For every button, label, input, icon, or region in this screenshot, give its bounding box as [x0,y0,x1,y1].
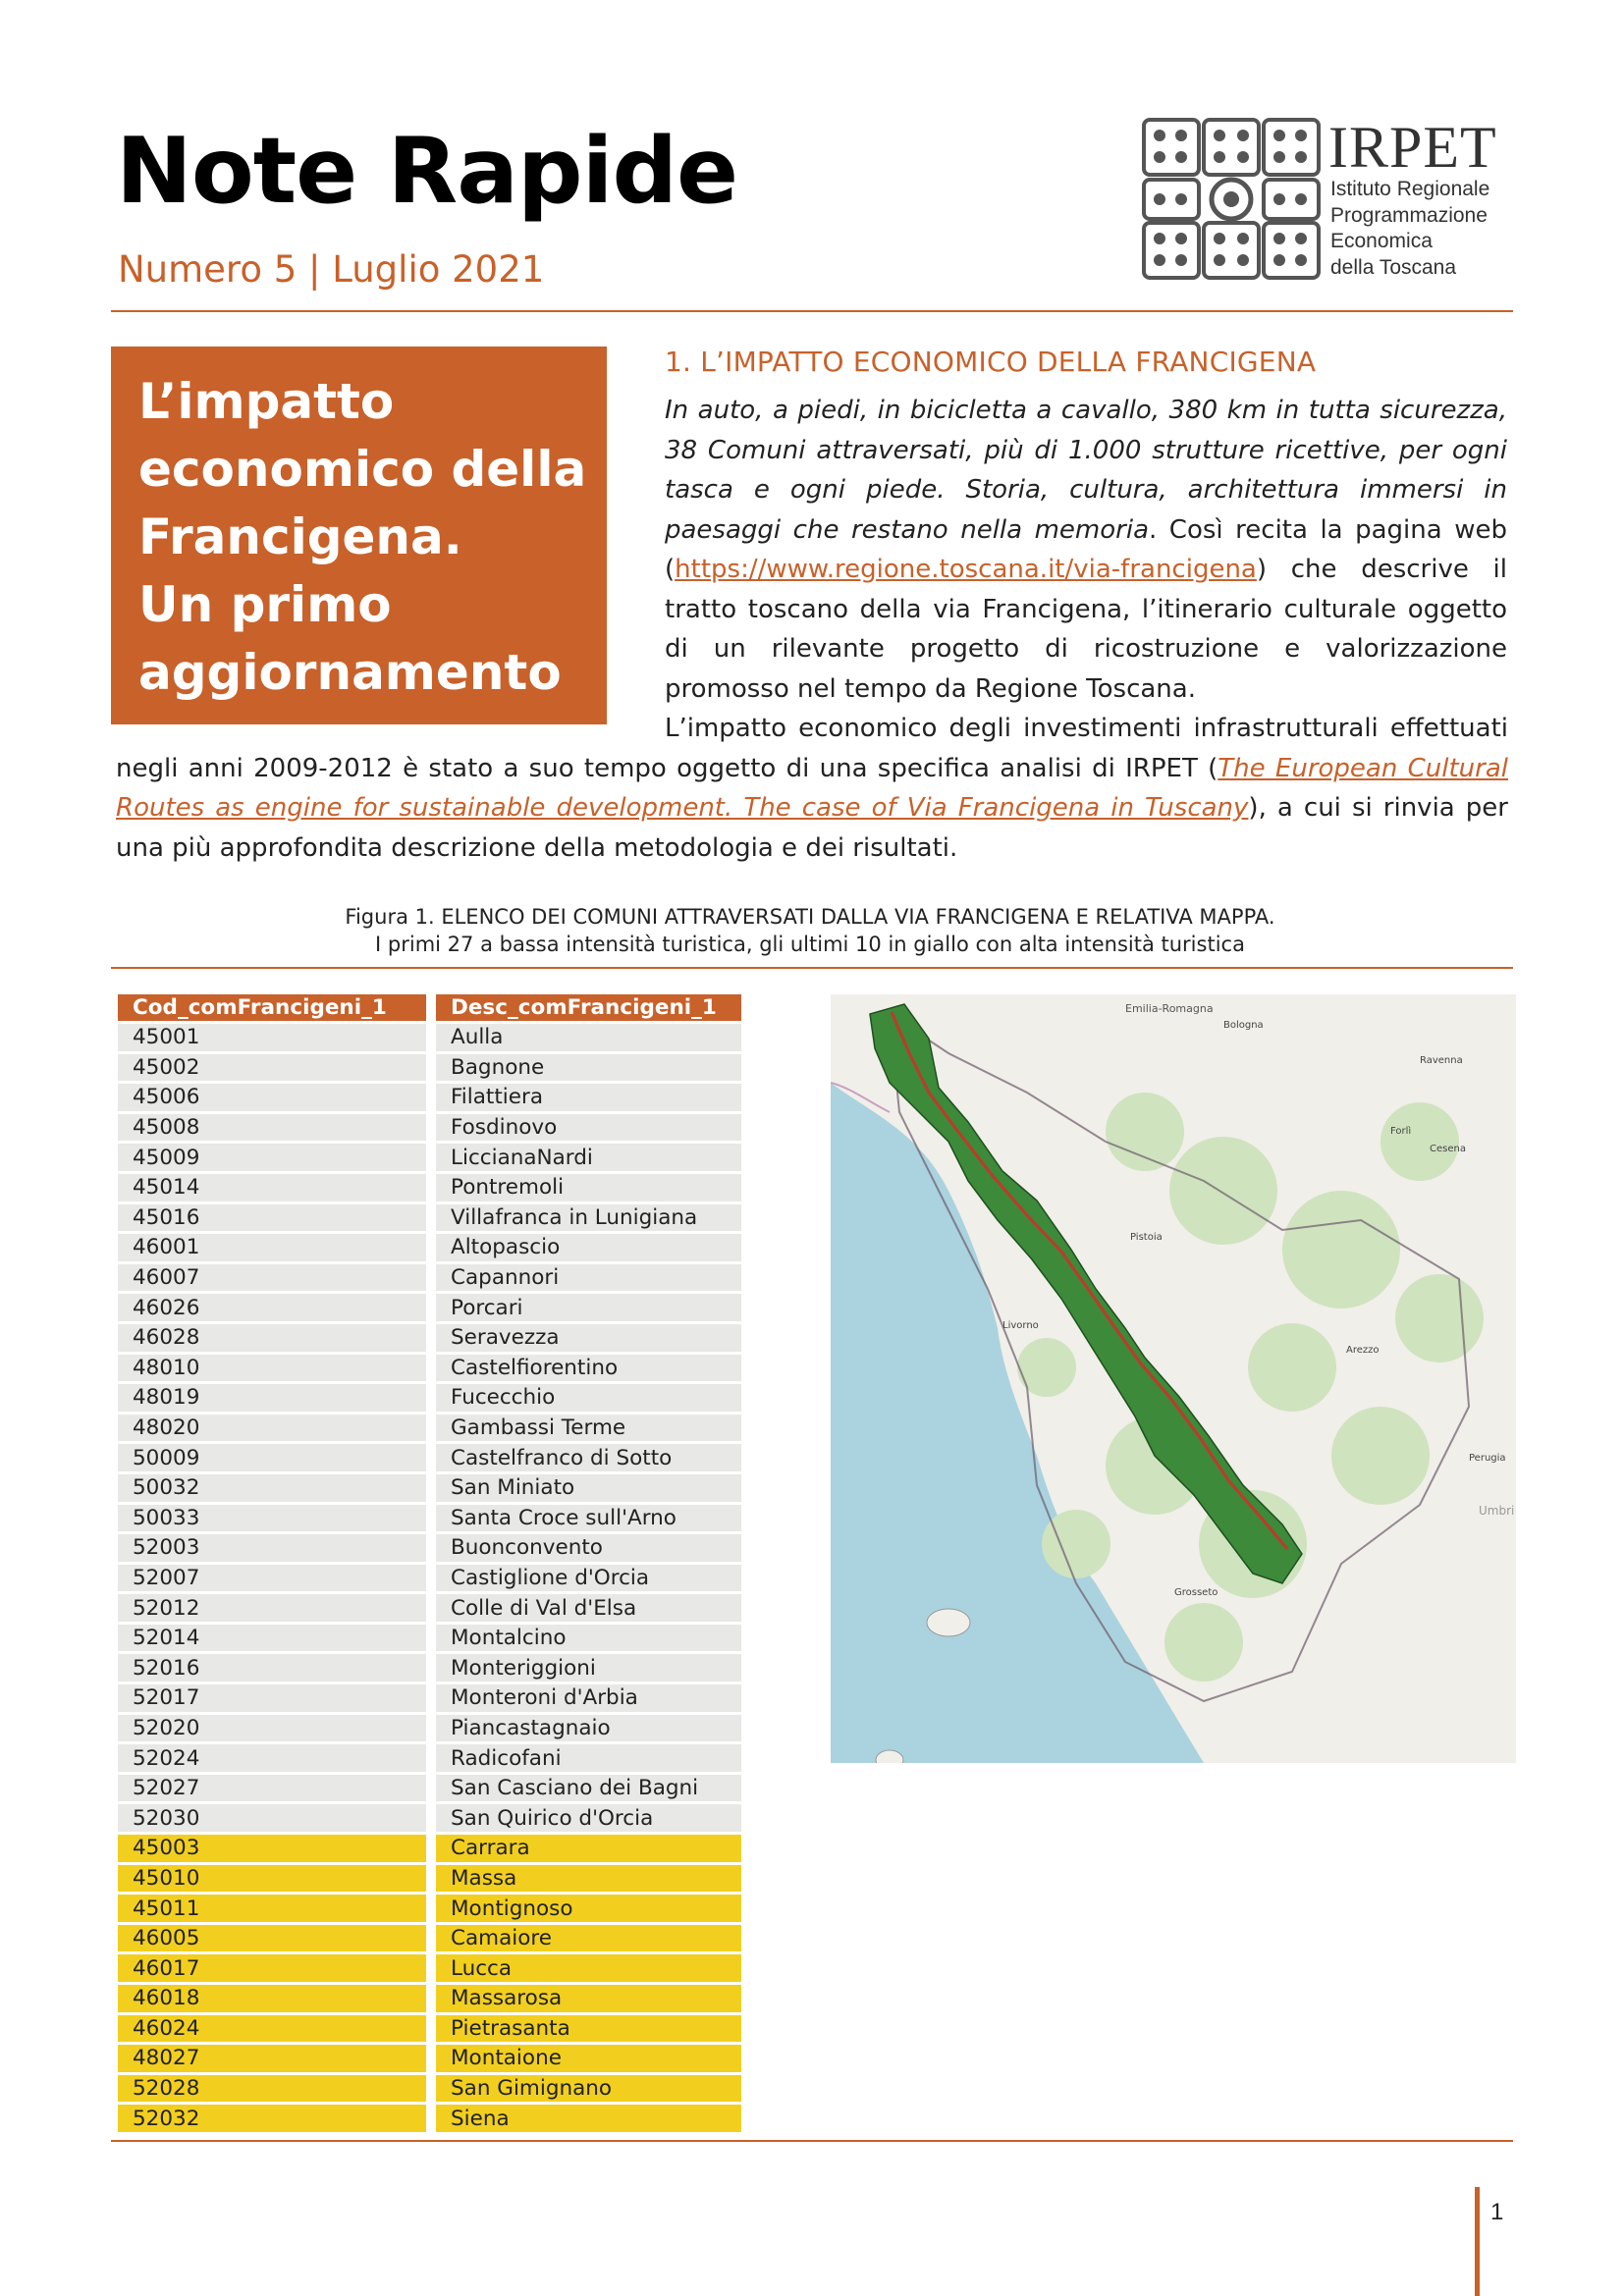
table-row-highlighted [118,1835,741,1862]
footer-divider [111,2140,1513,2142]
table-row [118,1565,741,1592]
comune-name: Siena [436,2105,741,2132]
column-gap [426,1204,436,1232]
map-label: Pistoia [1130,1232,1163,1243]
francigena-map [831,994,1516,1763]
comune-name: Capannori [436,1264,741,1292]
comune-name: Carrara [436,1835,741,1862]
column-gap [426,1534,436,1562]
comune-name: Gambassi Terme [436,1415,741,1442]
table-row-highlighted [118,1954,741,1982]
map-label: Arezzo [1346,1345,1380,1356]
table-row [118,1234,741,1261]
table-body [118,1024,741,2132]
comune-name: Camaiore [436,1925,741,1952]
title-box [111,347,607,724]
table-row [118,1084,741,1111]
column-gap [426,1865,436,1893]
table-row [118,1355,741,1382]
table-row [118,1684,741,1712]
comune-name: Aulla [436,1024,741,1051]
column-gap [426,1715,436,1742]
comune-code: 46024 [118,2015,426,2043]
comune-name: San Gimignano [436,2075,741,2103]
issue-subtitle: Numero 5 | Luglio 2021 [118,248,545,291]
comune-code: 48027 [118,2045,426,2072]
map-label: Perugia [1469,1453,1506,1464]
column-gap [426,1565,436,1592]
table-row [118,1264,741,1292]
page-number-bar [1475,2187,1480,2296]
table-row [118,1204,741,1232]
comune-code: 46018 [118,1985,426,2012]
map-label: Cesena [1430,1144,1466,1154]
map-label: Grosseto [1174,1587,1218,1598]
comune-name: Lucca [436,1954,741,1982]
column-gap [426,1324,436,1352]
logo-subtitle [1330,177,1489,281]
column-gap [426,2015,436,2043]
map-label: Ravenna [1420,1055,1463,1066]
table-row [118,1444,741,1471]
comune-code: 52016 [118,1654,426,1682]
comune-name: Santa Croce sull'Arno [436,1505,741,1532]
study-link-text: The European Cultural Routes as engine for sustainable development. The case of Via Francigena in Tuscany [116,753,1509,823]
comune-code: 52030 [118,1804,426,1832]
comune-code: 45003 [118,1835,426,1862]
table-row-highlighted [118,1865,741,1893]
logo-line: Istituto Regionale [1330,178,1490,200]
comune-name: Bagnone [436,1054,741,1082]
comune-name: Montalcino [436,1625,741,1652]
map-label: Bologna [1223,1020,1264,1031]
table-row-highlighted [118,2015,741,2043]
table-row-highlighted [118,2075,741,2103]
table-row-highlighted [118,1895,741,1922]
column-gap [426,1684,436,1712]
column-gap [426,1444,436,1471]
comune-name: San Quirico d'Orcia [436,1804,741,1832]
column-gap [426,1174,436,1201]
comune-code: 45008 [118,1114,426,1142]
comune-name: LiccianaNardi [436,1144,741,1171]
map-label: Umbri [1479,1504,1515,1518]
column-gap [426,2075,436,2103]
figure-caption [118,903,1502,958]
comune-code: 45009 [118,1144,426,1171]
comune-name: Seravezza [436,1324,741,1352]
table-row [118,1505,741,1532]
comune-name: Massarosa [436,1985,741,2012]
body-paragraph [116,709,1508,868]
comune-code: 45011 [118,1895,426,1922]
title-line: L’impatto [138,373,395,430]
regione-link[interactable]: https://www.regione.toscana.it/via-francigena [675,555,1257,584]
comune-name: Castelfranco di Sotto [436,1444,741,1471]
comune-code: 48019 [118,1384,426,1412]
comune-name: Colle di Val d'Elsa [436,1594,741,1622]
column-gap [426,2105,436,2132]
table-row-highlighted [118,2105,741,2132]
comune-code: 52003 [118,1534,426,1562]
column-gap [426,1804,436,1832]
comune-name: Villafranca in Lunigiana [436,1204,741,1232]
logo-wordmark: IRPET [1328,115,1497,180]
comune-code: 52032 [118,2105,426,2132]
comune-name: Massa [436,1865,741,1893]
column-gap [426,1895,436,1922]
comune-name: Montignoso [436,1895,741,1922]
header-divider [111,310,1513,312]
table-row [118,1144,741,1171]
comune-name: San Casciano dei Bagni [436,1775,741,1802]
comune-code: 45002 [118,1054,426,1082]
table-row [118,1654,741,1682]
table-row [118,1174,741,1201]
table-row [118,1625,741,1652]
comune-name: Piancastagnaio [436,1715,741,1742]
logo-line: della Toscana [1330,255,1457,279]
publication-title: Note Rapide [116,118,738,224]
map-label: Emilia-Romagna [1125,1002,1214,1015]
comune-code: 45001 [118,1024,426,1051]
column-gap [426,1264,436,1292]
comune-code: 50032 [118,1474,426,1502]
column-gap [426,1355,436,1382]
table-row-highlighted [118,1925,741,1952]
paragraph-text: ) che descrive il tratto toscano della via Francigena, l’itinerario culturale oggetto di un rilevante progetto di ricostruzione e valorizzazione promosso nel tempo da Regione Toscana. [665,555,1507,704]
comune-code: 46007 [118,1264,426,1292]
column-header: Cod_comFrancigeni_1 [118,994,426,1021]
table-row [118,1534,741,1562]
paragraph-text: . Così recita la pagina web ( [665,514,1507,584]
caption-line: Figura 1. ELENCO DEI COMUNI ATTRAVERSATI DALLA VIA FRANCIGENA E RELATIVA MAPPA. [345,905,1275,929]
table-row-highlighted [118,2045,741,2072]
comune-code: 46017 [118,1954,426,1982]
quote-text: In auto, a piedi, in bicicletta a cavallo, 380 km in tutta sicurezza, 38 Comuni attraversati, più di 1.000 strutture ricettive, per ogni tasca e ogni piede. Storia, cultura, architettura immersi in paesaggi che restano nella memoria [665,396,1507,545]
comune-code: 45016 [118,1204,426,1232]
island-elba [927,1609,970,1636]
comune-code: 46005 [118,1925,426,1952]
column-gap [426,1144,436,1171]
comune-code: 46026 [118,1294,426,1321]
column-gap [426,1024,436,1051]
logo-line: Economica [1330,230,1433,252]
comune-code: 52017 [118,1684,426,1712]
table-row [118,1024,741,1051]
column-gap [426,1114,436,1142]
comune-code: 52012 [118,1594,426,1622]
column-gap [426,1505,436,1532]
comune-name: Monteroni d'Arbia [436,1684,741,1712]
column-gap [426,1234,436,1261]
comune-name: Fucecchio [436,1384,741,1412]
paragraph-text: ), a cui si rinvia per una più approfondita descrizione della metodologia e dei risultati. [116,793,1508,863]
figure-divider [111,967,1513,969]
table-row [118,1294,741,1321]
comune-code: 45006 [118,1084,426,1111]
comune-code: 45014 [118,1174,426,1201]
table-row [118,1715,741,1742]
table-row [118,1054,741,1082]
comune-code: 52007 [118,1565,426,1592]
column-gap [426,1835,436,1862]
comune-code: 46001 [118,1234,426,1261]
comune-name: Castiglione d'Orcia [436,1565,741,1592]
table-row [118,1775,741,1802]
table-header-row [118,994,741,1021]
comune-code: 52020 [118,1715,426,1742]
caption-line: I primi 27 a bassa intensità turistica, gli ultimi 10 in giallo con alta intensità turistica [375,933,1245,956]
column-gap [426,1054,436,1082]
comune-name: Radicofani [436,1744,741,1772]
table-row-highlighted [118,1985,741,2012]
comune-code: 50033 [118,1505,426,1532]
map-label: Livorno [1002,1320,1039,1331]
title-line: aggiornamento [138,644,562,701]
column-gap [426,1294,436,1321]
column-gap [426,1625,436,1652]
comune-code: 52014 [118,1625,426,1652]
column-gap [426,1084,436,1111]
column-gap [426,1985,436,2012]
article-title [138,368,600,707]
table-row [118,1415,741,1442]
column-gap [426,1415,436,1442]
paragraph-text: L’impatto economico degli investimenti infrastrutturali effettuati negli anni 2009-2012 è stato a suo tempo oggetto di una specifica analisi di IRPET ( [116,714,1508,783]
column-gap [426,1925,436,1952]
comune-name: Buonconvento [436,1534,741,1562]
comune-code: 52024 [118,1744,426,1772]
comune-code: 52028 [118,2075,426,2103]
column-gap [426,1594,436,1622]
column-gap [426,1775,436,1802]
map-label: Forlì [1390,1126,1412,1137]
comune-name: Montaione [436,2045,741,2072]
table-row [118,1474,741,1502]
irpet-logo [1142,115,1520,280]
comune-code: 48020 [118,1415,426,1442]
column-gap [426,1384,436,1412]
column-gap [426,994,436,1021]
table-row [118,1324,741,1352]
comune-code: 52027 [118,1775,426,1802]
comune-name: Castelfiorentino [436,1355,741,1382]
comune-code: 48010 [118,1355,426,1382]
comune-code: 50009 [118,1444,426,1471]
irpet-logo-mark [1142,118,1321,280]
column-gap [426,1474,436,1502]
table-row [118,1744,741,1772]
column-gap [426,1654,436,1682]
comune-code: 45010 [118,1865,426,1893]
comune-name: Porcari [436,1294,741,1321]
column-gap [426,2045,436,2072]
title-line: economico della [138,441,587,498]
section-heading: 1. L’IMPATTO ECONOMICO DELLA FRANCIGENA [665,346,1317,378]
comune-name: Altopascio [436,1234,741,1261]
table-row [118,1804,741,1832]
comune-name: Monteriggioni [436,1654,741,1682]
column-gap [426,1954,436,1982]
comune-code: 46028 [118,1324,426,1352]
table-row [118,1594,741,1622]
column-header: Desc_comFrancigeni_1 [436,994,741,1021]
comune-name: Fosdinovo [436,1114,741,1142]
title-line: Francigena. [138,508,462,565]
intro-paragraph [665,391,1507,709]
table-row [118,1114,741,1142]
comune-name: Pietrasanta [436,2015,741,2043]
column-gap [426,1744,436,1772]
title-line: Un primo [138,576,392,633]
logo-line: Programmazione [1330,203,1488,227]
page-number: 1 [1490,2199,1504,2225]
comune-name: Pontremoli [436,1174,741,1201]
comuni-table [118,991,741,2135]
table-row [118,1384,741,1412]
comune-name: San Miniato [436,1474,741,1502]
comune-name: Filattiera [436,1084,741,1111]
